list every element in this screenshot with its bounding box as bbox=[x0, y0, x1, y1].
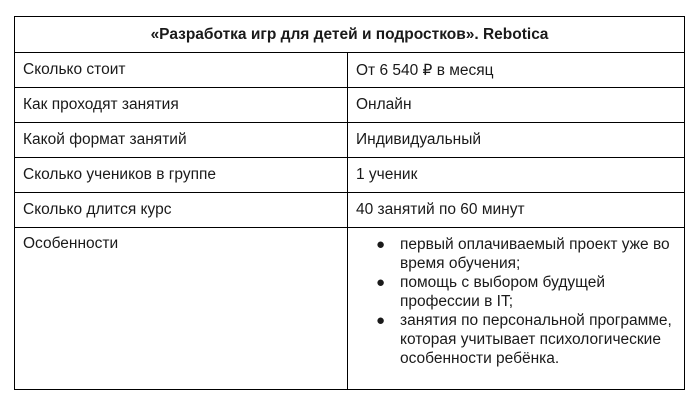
bullet-icon: ● bbox=[376, 236, 386, 253]
list-item bbox=[376, 273, 676, 311]
bullet-icon: ● bbox=[376, 312, 386, 329]
features-cell bbox=[348, 228, 685, 390]
row-value: Онлайн bbox=[348, 88, 685, 123]
row-label: Сколько учеников в группе bbox=[15, 158, 348, 193]
feature-text: первый оплачиваемый проект уже во время обучения; bbox=[400, 236, 670, 272]
list-item bbox=[376, 311, 676, 368]
row-value: Индивидуальный bbox=[348, 123, 685, 158]
course-info-table bbox=[14, 16, 685, 390]
row-label: Сколько длится курс bbox=[15, 193, 348, 228]
row-value: 40 занятий по 60 минут bbox=[348, 193, 685, 228]
table-row bbox=[15, 193, 685, 228]
row-value: От 6 540 ₽ в месяц bbox=[348, 53, 685, 88]
list-item bbox=[376, 235, 676, 273]
table-title: «Разработка игр для детей и подростков». Rebotica bbox=[15, 17, 685, 53]
row-label: Сколько стоит bbox=[15, 53, 348, 88]
table-row bbox=[15, 158, 685, 193]
table-row bbox=[15, 88, 685, 123]
features-label: Особенности bbox=[15, 228, 348, 390]
feature-text: занятия по персональной программе, которая учитывает психологические особенности ребёнка. bbox=[400, 312, 672, 367]
table-row bbox=[15, 53, 685, 88]
row-value: 1 ученик bbox=[348, 158, 685, 193]
row-label: Как проходят занятия bbox=[15, 88, 348, 123]
features-row bbox=[15, 228, 685, 390]
bullet-icon: ● bbox=[376, 274, 386, 291]
features-list bbox=[356, 235, 676, 368]
feature-text: помощь с выбором будущей профессии в IT; bbox=[400, 274, 605, 310]
row-label: Какой формат занятий bbox=[15, 123, 348, 158]
table-row bbox=[15, 123, 685, 158]
